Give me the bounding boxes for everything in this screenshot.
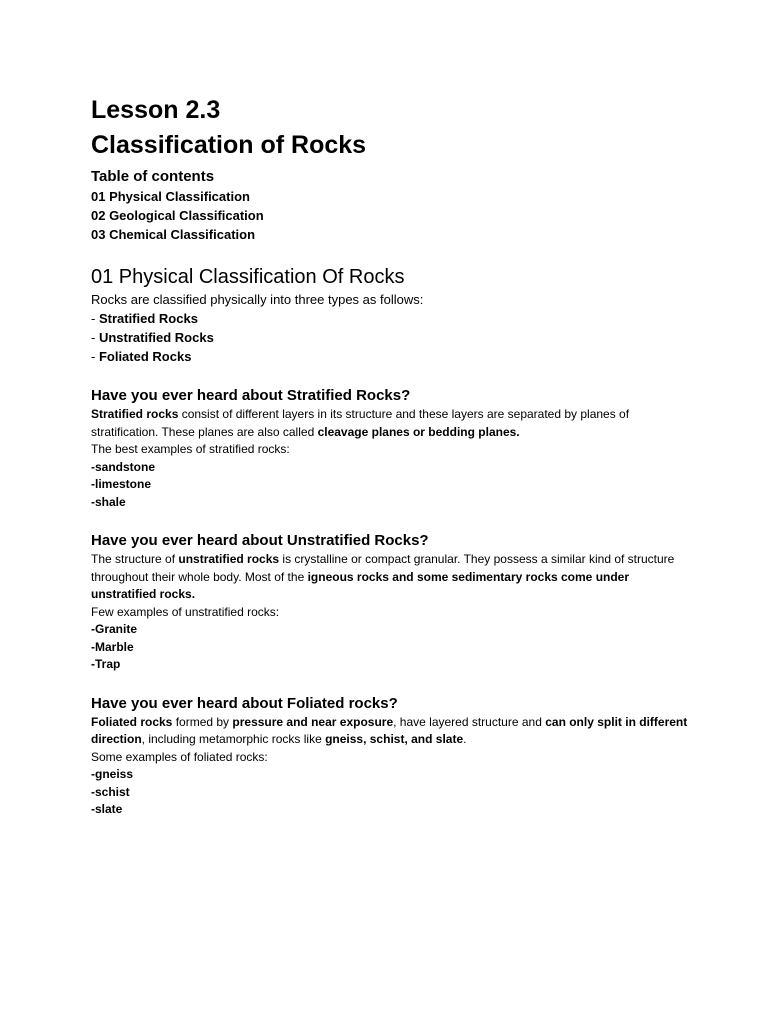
- toc-item-physical: 01 Physical Classification: [91, 189, 250, 204]
- bullet-prefix: -: [91, 349, 99, 364]
- rock-type-name: Stratified Rocks: [98, 311, 198, 326]
- example-item: -shale: [91, 494, 126, 509]
- rock-type-name: Foliated Rocks: [98, 349, 192, 364]
- section-intro: Rocks are classified physically into three types as follows:: [91, 292, 424, 307]
- para-run: The structure of: [91, 552, 179, 566]
- para-run: unstratified rocks: [178, 552, 280, 566]
- para-run: cleavage planes or bedding planes.: [317, 424, 520, 439]
- subsection-paragraph: [91, 406, 691, 441]
- examples-intro: Few examples of unstratified rocks:: [91, 604, 280, 619]
- example-item: -slate: [91, 802, 123, 816]
- subsection-stratified: [91, 385, 691, 511]
- section-physical: [91, 264, 691, 366]
- example-item: -limestone: [91, 477, 152, 491]
- bullet-prefix: -: [91, 330, 99, 345]
- example-item: -sandstone: [91, 459, 156, 474]
- para-run: formed by: [172, 714, 233, 729]
- subsection-paragraph: [91, 714, 691, 749]
- example-item: -schist: [91, 784, 130, 799]
- document-content: [91, 95, 691, 819]
- subsection-title: Have you ever heard about Stratified Rocks?: [91, 387, 411, 404]
- table-of-contents: [91, 167, 691, 244]
- example-item: -Granite: [91, 622, 138, 636]
- para-run: pressure and near exposure: [232, 714, 394, 729]
- examples-list: [91, 459, 691, 512]
- para-run: .: [463, 732, 467, 746]
- para-run: , have layered structure and: [393, 714, 546, 729]
- subsection-foliated: [91, 693, 691, 819]
- example-item: -Trap: [91, 657, 121, 671]
- para-run: gneiss, schist, and slate: [325, 732, 464, 746]
- subsection-title: Have you ever heard about Foliated rocks?: [91, 694, 398, 712]
- para-run: is crystalline or compact granular. They possess a similar kind of structure throughout their whole body. Most of the: [91, 552, 675, 584]
- para-run: igneous rocks and some sedimentary rocks come under unstratified rocks.: [91, 569, 630, 601]
- rock-type-list: [91, 309, 691, 366]
- examples-list: [91, 766, 691, 819]
- para-run: consist of different layers in its structure and these layers are separated by planes of stratification. These planes are also called: [91, 407, 630, 439]
- subsection-unstratified: [91, 530, 691, 674]
- rock-type-item: [91, 309, 691, 328]
- subsection-title: Have you ever heard about Unstratified Rocks?: [91, 532, 429, 549]
- rock-type-item: [91, 347, 691, 366]
- example-item: -gneiss: [91, 767, 134, 781]
- examples-intro: Some examples of foliated rocks:: [91, 749, 268, 764]
- para-run: Foliated rocks: [91, 714, 173, 729]
- rock-type-name: Unstratified Rocks: [98, 330, 214, 345]
- example-item: -Marble: [91, 639, 134, 654]
- rock-type-item: [91, 328, 691, 347]
- examples-list: [91, 621, 691, 674]
- subsection-paragraph: [91, 551, 691, 604]
- toc-list: [91, 187, 691, 244]
- toc-item-geological: 02 Geological Classification: [91, 208, 264, 223]
- para-run: Stratified rocks: [91, 407, 179, 421]
- toc-item-chemical: 03 Chemical Classification: [91, 227, 256, 242]
- para-run: can only split in different direction: [91, 714, 688, 746]
- bullet-prefix: -: [91, 311, 99, 326]
- lesson-number: Lesson 2.3: [91, 96, 221, 124]
- para-run: , including metamorphic rocks like: [141, 732, 326, 746]
- toc-heading: Table of contents: [91, 168, 215, 185]
- section-title: 01 Physical Classification Of Rocks: [91, 266, 405, 288]
- examples-intro: The best examples of stratified rocks:: [91, 442, 290, 456]
- page-title: Classification of Rocks: [91, 131, 367, 159]
